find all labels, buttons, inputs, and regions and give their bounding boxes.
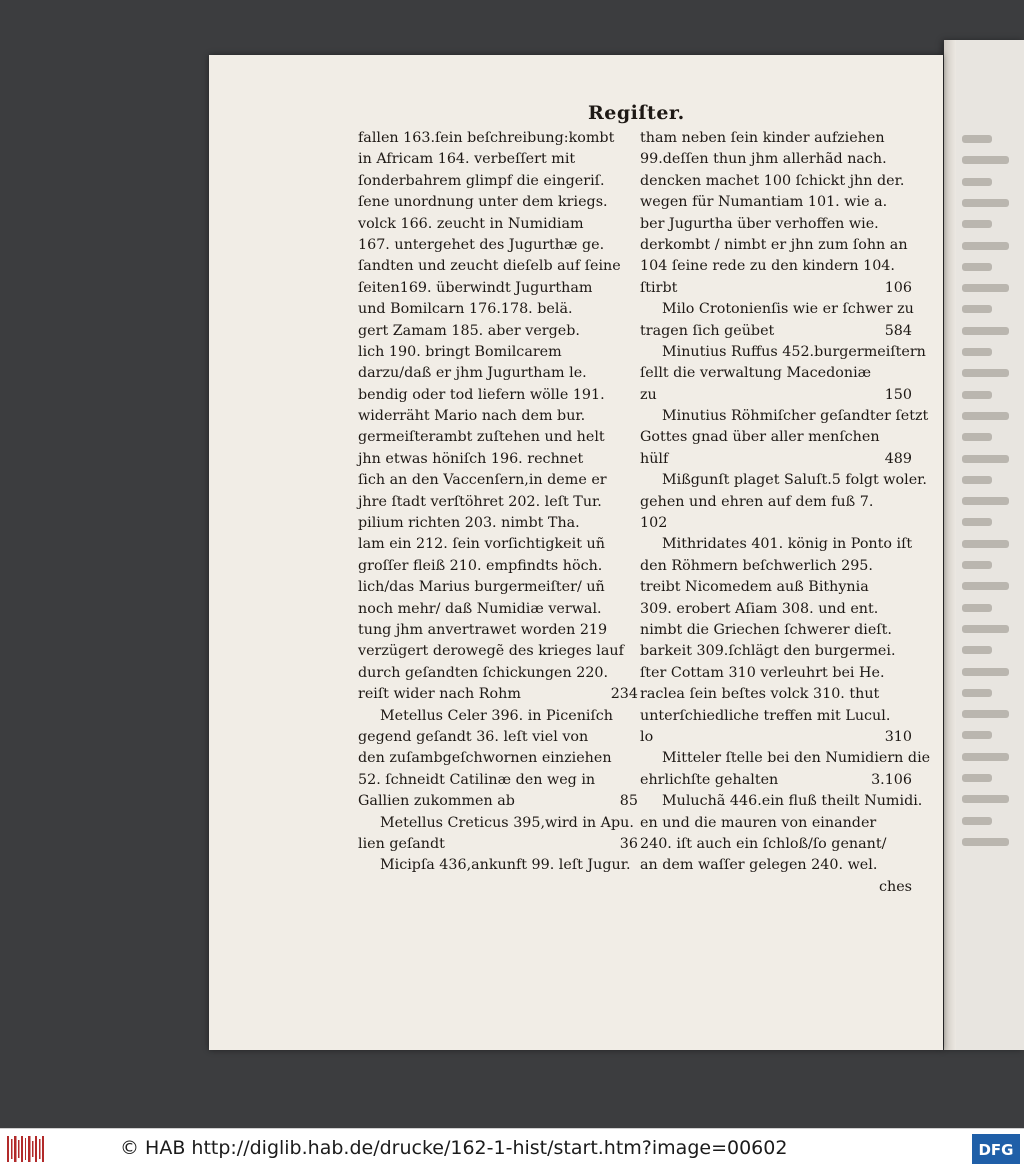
index-line xyxy=(640,492,912,513)
index-line xyxy=(358,513,638,534)
index-text: zu xyxy=(640,386,657,403)
bleed-through-line xyxy=(962,369,1009,377)
index-text: noch mehr/ daß Numidiæ verwal. xyxy=(358,600,602,617)
index-text: ſeiten169. überwindt Jugurtham xyxy=(358,279,593,296)
index-text: lo xyxy=(640,728,654,745)
index-line xyxy=(640,706,912,727)
index-text: dencken machet 100 ſchickt jhn der. xyxy=(640,172,905,189)
bleed-through-line xyxy=(962,838,1009,846)
index-text: 104 ſeine rede zu den kindern 104. xyxy=(640,258,895,275)
index-text: Mitteler ſtelle bei den Numidiern die xyxy=(662,750,931,767)
index-text: nimbt die Griechen ſchwerer dieſt. xyxy=(640,621,892,638)
index-line xyxy=(640,192,912,213)
index-text: 167. untergehet des Jugurthæ ge. xyxy=(358,236,605,253)
index-text: gert Zamam 185. aber vergeb. xyxy=(358,322,580,339)
index-text: widerräht Mario nach dem bur. xyxy=(358,408,586,425)
index-text: wegen für Numantiam 101. wie a. xyxy=(640,194,888,211)
bleed-through-line xyxy=(962,646,992,654)
index-line xyxy=(640,363,912,384)
index-line xyxy=(358,149,638,170)
bleed-through-line xyxy=(962,625,1009,633)
bleed-through-line xyxy=(962,391,992,399)
bleed-through-line xyxy=(962,497,1009,505)
bleed-through-line xyxy=(962,518,992,526)
index-line xyxy=(358,406,638,427)
page-number: 85 xyxy=(619,793,638,810)
index-line xyxy=(640,663,912,684)
copyright-url[interactable]: © HAB http://diglib.hab.de/drucke/162-1-hist/start.htm?image=00602 xyxy=(120,1137,788,1159)
bleed-through-line xyxy=(962,412,1009,420)
index-line xyxy=(358,684,638,705)
index-line xyxy=(640,813,912,834)
bleed-through-line xyxy=(962,582,1009,590)
index-text: Micipſa 436,ankunft 99. leſt Jugur. xyxy=(380,857,631,874)
index-line xyxy=(358,385,638,406)
index-line xyxy=(640,299,912,320)
index-text: an dem waſſer gelegen 240. wel. xyxy=(640,857,878,874)
bleed-through-line xyxy=(962,178,992,186)
bleed-through-line xyxy=(962,284,1009,292)
index-line xyxy=(358,791,638,812)
bleed-through-line xyxy=(962,540,1009,548)
index-text: 52. ſchneidt Catilinæ den weg in xyxy=(358,771,596,788)
page-number: 310 xyxy=(884,728,912,745)
index-text: ſtirbt xyxy=(640,279,678,296)
index-text: den zuſambgeſchwornen einziehen xyxy=(358,750,612,767)
index-text: ſellt die verwaltung Macedoniæ xyxy=(640,365,872,382)
index-text: ſandten und zeucht dieſelb auf ſeine xyxy=(358,258,621,275)
index-text: barkeit 309.ſchlägt den burgermei. xyxy=(640,643,896,660)
index-line xyxy=(640,684,912,705)
index-text: 102 xyxy=(640,515,668,532)
index-line xyxy=(358,256,638,277)
index-text: derkombt / nimbt er jhn zum ſohn an xyxy=(640,236,908,253)
index-line xyxy=(640,791,923,812)
bleed-through-line xyxy=(962,135,992,143)
bleed-through-line xyxy=(962,199,1009,207)
index-text: groſſer fleiß 210. empfindts höch. xyxy=(358,557,603,574)
index-line xyxy=(358,449,638,470)
index-line xyxy=(358,128,638,149)
index-line xyxy=(640,171,912,192)
index-line xyxy=(640,620,912,641)
index-text: gegend geſandt 36. leſt viel von xyxy=(358,728,589,745)
index-line xyxy=(358,556,638,577)
index-text: verzügert derowegẽ des krieges lauf xyxy=(358,643,624,660)
index-line xyxy=(640,385,912,406)
index-line xyxy=(640,214,912,235)
catchword: ches xyxy=(878,878,912,895)
index-text: tung jhm anvertrawet worden 219 xyxy=(358,621,608,638)
index-line xyxy=(640,406,929,427)
index-line xyxy=(358,855,638,876)
index-text: tham neben ſein kinder aufziehen xyxy=(640,130,885,146)
index-text: unterſchiedliche treffen mit Lucul. xyxy=(640,707,891,724)
index-line xyxy=(640,342,926,363)
bleed-through-line xyxy=(962,156,1009,164)
bleed-through-line xyxy=(962,220,992,228)
index-line xyxy=(640,235,912,256)
bleed-through-line xyxy=(962,731,992,739)
index-text: ſter Cottam 310 verleuhrt bei He. xyxy=(640,664,885,681)
bleed-through-line xyxy=(962,263,992,271)
index-line xyxy=(358,834,638,855)
index-text: raclea ſein beſtes volck 310. thut xyxy=(640,686,880,703)
index-text: ſich an den Vaccenſern,in deme er xyxy=(358,472,607,489)
index-text: fallen 163.ſein beſchreibung:kombt xyxy=(358,130,615,146)
index-line xyxy=(640,834,912,855)
index-text: reiſt wider nach Rohm xyxy=(358,686,521,703)
index-text: lam ein 212. ſein vorſichtigkeit uñ xyxy=(358,536,605,553)
index-line xyxy=(640,149,912,170)
index-text: Minutius Röhmiſcher geſandter ſetzt xyxy=(662,408,929,425)
index-text: darzu/daß er jhm Jugurtham le. xyxy=(358,365,587,382)
bleed-through-line xyxy=(962,710,1009,718)
index-line xyxy=(640,470,927,491)
bleed-through-line xyxy=(962,455,1009,463)
page-number: 489 xyxy=(884,450,912,467)
index-text: ſonderbahrem glimpf die eingeriſ. xyxy=(358,172,605,189)
index-text: Metellus Creticus 395,wird in Apu. xyxy=(380,814,634,831)
bleed-through-line xyxy=(962,668,1009,676)
index-text: pilium richten 203. nimbt Tha. xyxy=(358,515,580,532)
index-line xyxy=(358,214,638,235)
index-line xyxy=(358,427,638,448)
index-line xyxy=(640,449,912,470)
footer-bar xyxy=(0,1128,1024,1169)
index-line xyxy=(640,577,912,598)
index-text: Gottes gnad über aller menſchen xyxy=(640,429,880,446)
index-text: durch geſandten ſchickungen 220. xyxy=(358,664,609,681)
index-text: Gallien zukommen ab xyxy=(358,793,515,810)
index-text: tragen ſich geübet xyxy=(640,322,775,339)
index-line xyxy=(640,321,912,342)
index-line xyxy=(358,641,638,662)
index-text: Mißgunſt plaget Saluſt.5 folgt woler. xyxy=(662,472,927,489)
left-column xyxy=(358,128,638,877)
index-line xyxy=(358,599,638,620)
index-text: Metellus Celer 396. in Piceniſch xyxy=(380,707,614,724)
index-line xyxy=(640,534,912,555)
index-text: ſene unordnung unter dem kriegs. xyxy=(358,194,608,211)
index-line xyxy=(358,278,638,299)
index-line xyxy=(358,171,638,192)
index-text: und Bomilcarn 176.178. belä. xyxy=(358,301,573,318)
hab-barcode-logo-icon xyxy=(6,1134,46,1164)
index-line xyxy=(358,299,638,320)
index-text: lich/das Marius burgermeiſter/ uñ xyxy=(358,579,605,596)
index-line xyxy=(358,470,638,491)
index-line xyxy=(640,278,912,299)
index-line xyxy=(640,599,912,620)
bleed-through-line xyxy=(962,753,1009,761)
bleed-through-line xyxy=(962,817,992,825)
index-text: ber Jugurtha über verhoffen wie. xyxy=(640,215,879,232)
index-text: volck 166. zeucht in Numidiam xyxy=(358,215,584,232)
bleed-through-line xyxy=(962,242,1009,250)
index-line xyxy=(358,577,638,598)
index-line xyxy=(640,128,912,149)
bleed-through-line xyxy=(962,305,992,313)
index-line xyxy=(358,321,638,342)
index-line xyxy=(358,663,638,684)
index-text: en und die mauren von einander xyxy=(640,814,877,831)
index-line xyxy=(640,770,912,791)
index-line xyxy=(640,513,912,534)
index-line xyxy=(640,427,912,448)
page-number: 106 xyxy=(884,279,912,296)
index-line xyxy=(358,192,638,213)
index-text: lien geſandt xyxy=(358,835,445,852)
index-text: in Africam 164. verbeſſert mit xyxy=(358,151,576,168)
index-line xyxy=(358,727,638,748)
dfg-logo-text: DFG xyxy=(978,1141,1014,1159)
page-number: 3.106 xyxy=(871,771,912,788)
page-number: 150 xyxy=(884,386,912,403)
index-text: treibt Nicomedem auß Bithynia xyxy=(640,579,869,596)
index-line xyxy=(358,534,638,555)
index-text: 240. iſt auch ein ſchloß/ſo genant/ xyxy=(640,835,887,852)
index-line xyxy=(640,256,912,277)
bleed-through-line xyxy=(962,327,1009,335)
index-text: Minutius Ruffus 452.burgermeiſtern xyxy=(662,343,926,360)
index-line xyxy=(358,813,638,834)
bleed-through-line xyxy=(962,348,992,356)
page-heading: Regiſter. xyxy=(588,102,685,124)
index-text: bendig oder tod liefern wölle 191. xyxy=(358,386,605,403)
index-line xyxy=(640,748,931,769)
index-line xyxy=(640,727,912,748)
index-text: Milo Crotonienſis wie er ſchwer zu xyxy=(662,301,914,318)
index-line xyxy=(358,770,638,791)
page-gutter xyxy=(944,40,956,1050)
bleed-through-line xyxy=(962,476,992,484)
index-text: lich 190. bringt Bomilcarem xyxy=(358,343,562,360)
bleed-through-line xyxy=(962,433,992,441)
index-text: Muluchã 446.ein fluß theilt Numidi. xyxy=(662,793,923,810)
index-text: hülf xyxy=(640,450,669,467)
page-number: 36 xyxy=(619,835,638,852)
index-text: 309. erobert Aſiam 308. und ent. xyxy=(640,600,879,617)
bleed-through-line xyxy=(962,561,992,569)
right-column xyxy=(640,128,931,898)
index-text: jhn etwas höniſch 196. rechnet xyxy=(358,450,584,467)
index-line xyxy=(358,748,638,769)
index-line xyxy=(358,706,638,727)
index-line xyxy=(640,855,912,876)
index-text: jhre ſtadt verſtöhret 202. leſt Tur. xyxy=(358,493,602,510)
index-line xyxy=(358,492,638,513)
index-line xyxy=(358,363,638,384)
index-text: ehrlichſte gehalten xyxy=(640,771,779,788)
index-text: gehen und ehren auf dem fuß 7. xyxy=(640,493,874,510)
bleed-through-line xyxy=(962,774,992,782)
bleed-through-line xyxy=(962,795,1009,803)
index-text: den Röhmern beſchwerlich 295. xyxy=(640,557,873,574)
bleed-through-line xyxy=(962,689,992,697)
index-line xyxy=(640,641,912,662)
index-text: 99.deſſen thun jhm allerhãd nach. xyxy=(640,151,887,168)
index-line xyxy=(358,235,638,256)
index-line xyxy=(358,342,638,363)
bleed-through-line xyxy=(962,604,992,612)
next-page-edge xyxy=(944,40,1024,1050)
index-line xyxy=(640,556,912,577)
dfg-logo-icon xyxy=(972,1134,1020,1164)
page-number: 584 xyxy=(884,322,912,339)
index-text: germeiſterambt zuſtehen und helt xyxy=(358,429,605,446)
page-number: 234 xyxy=(610,686,638,703)
index-text: Mithridates 401. könig in Ponto iſt xyxy=(662,536,913,553)
index-line xyxy=(358,620,638,641)
